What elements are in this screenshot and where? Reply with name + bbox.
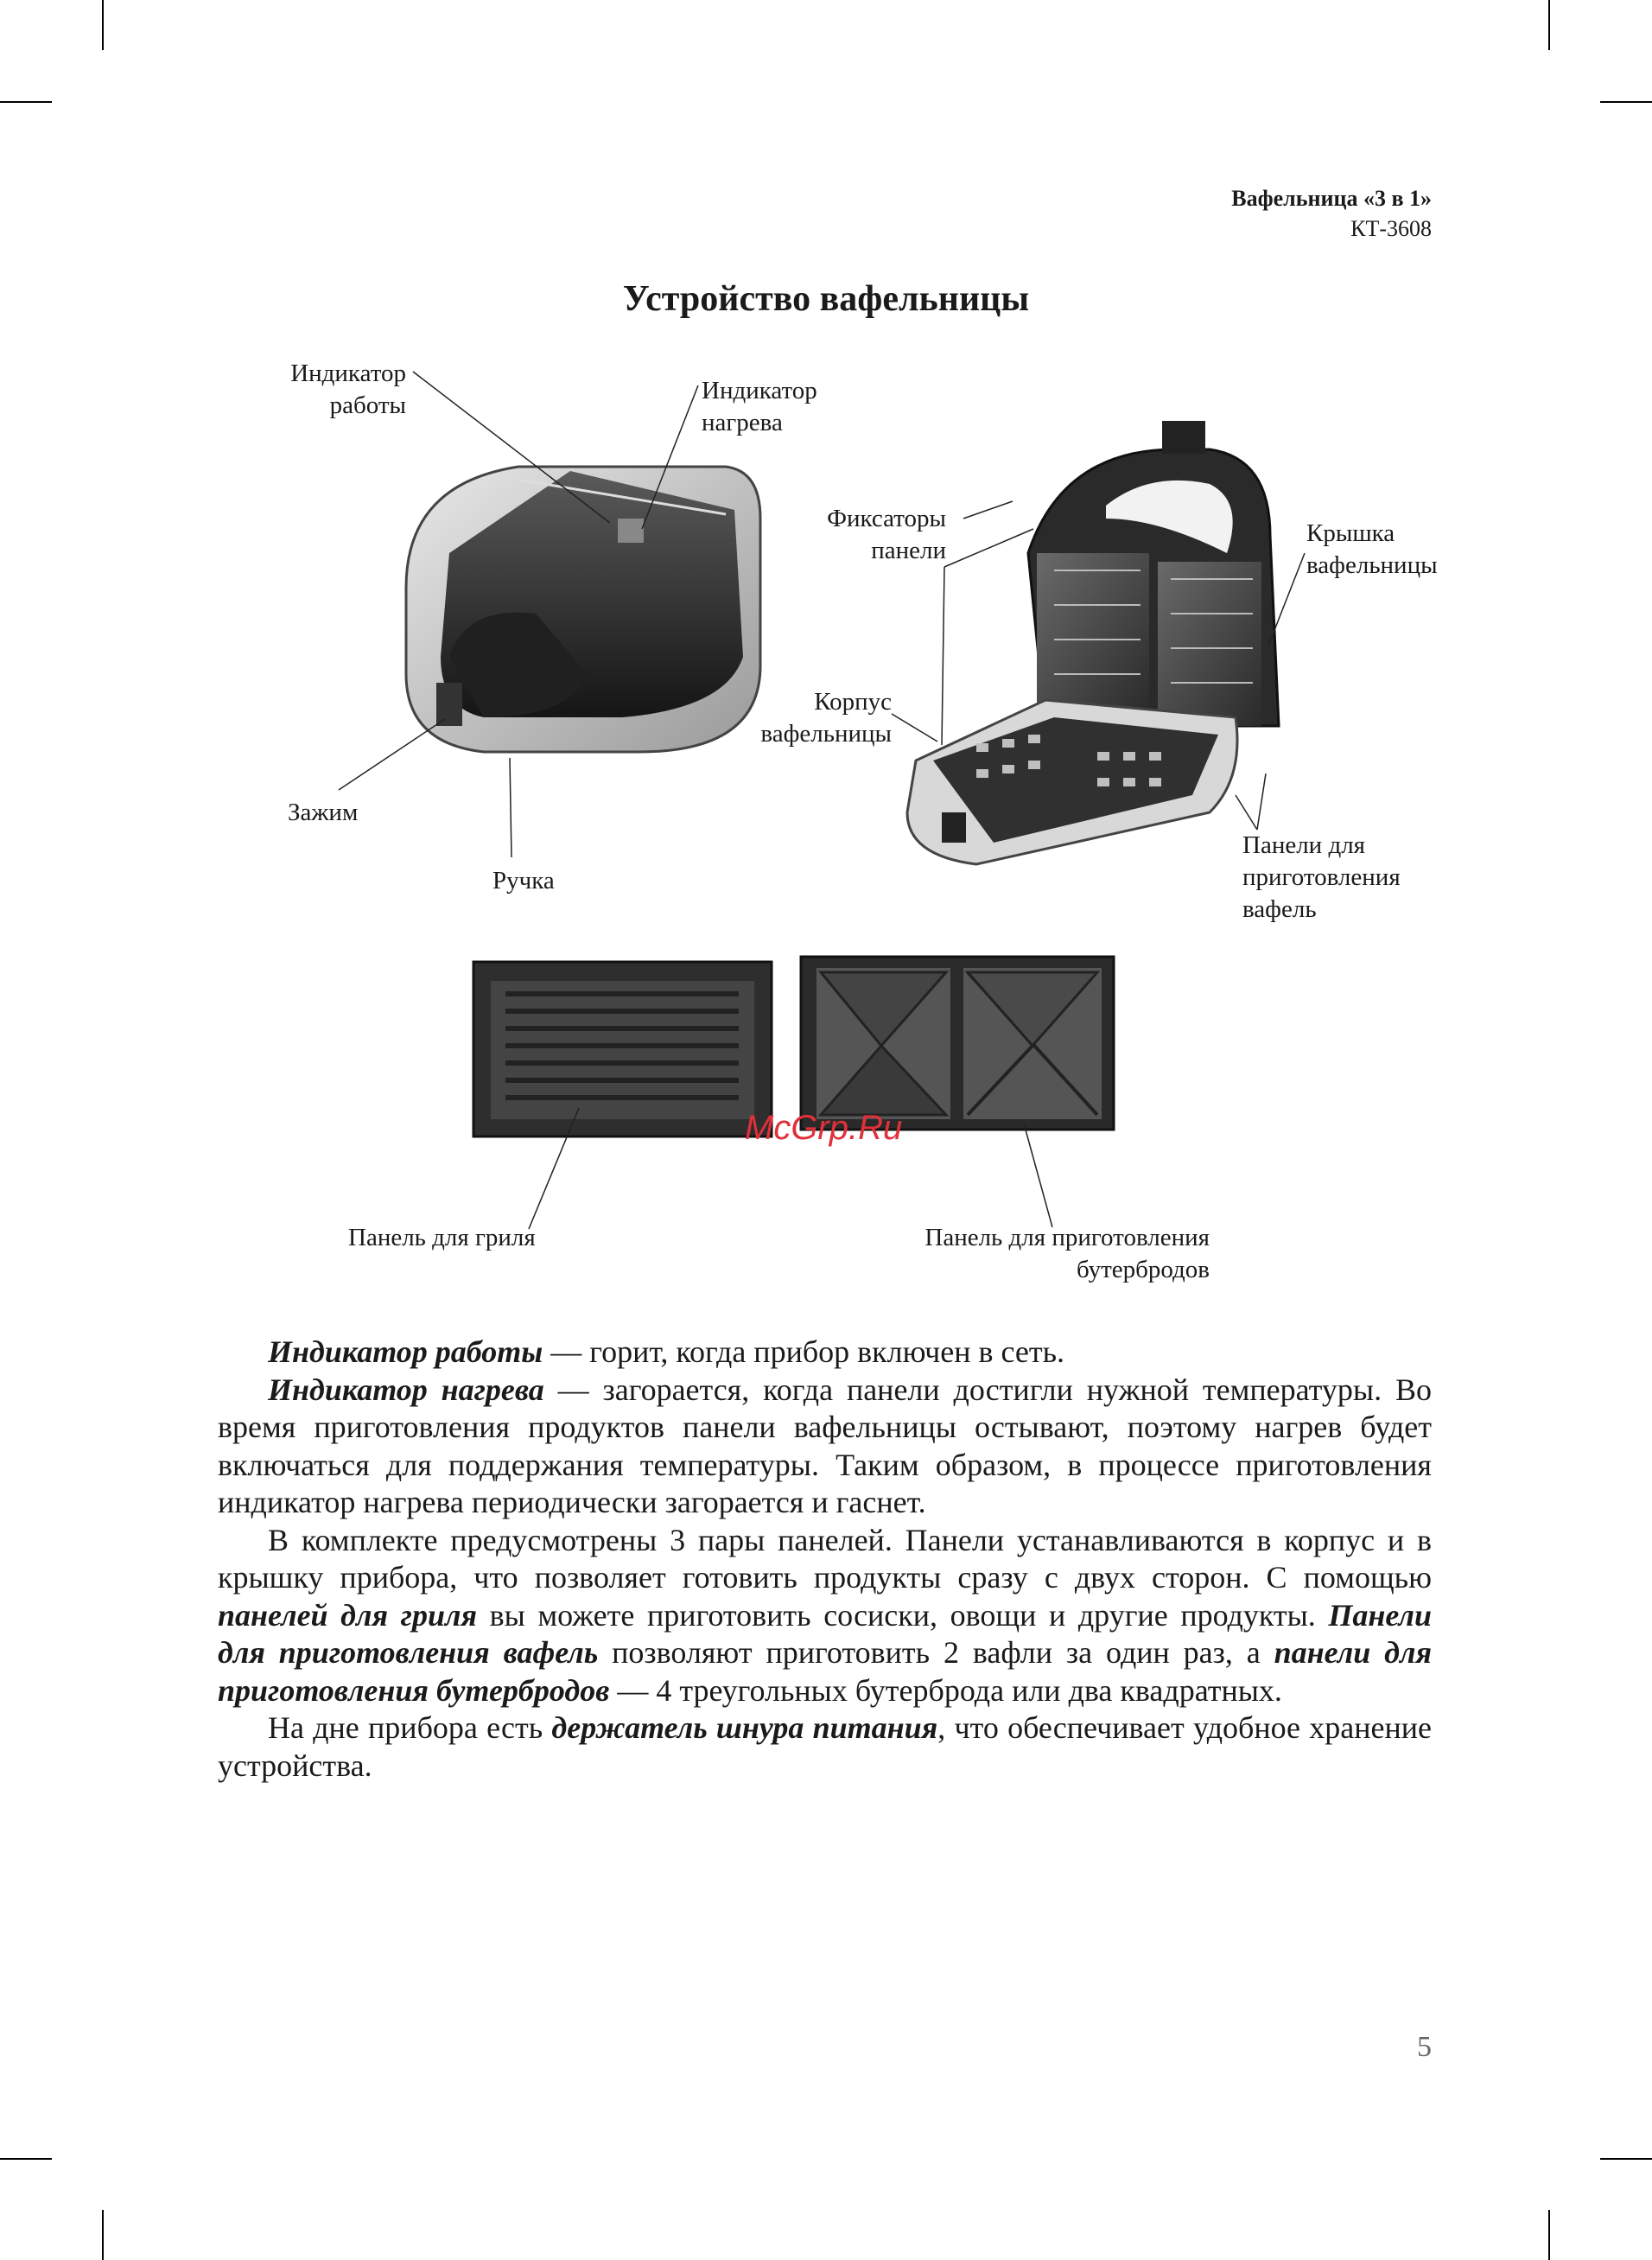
label-waffle-panels: Панели для приготовления вафель — [1242, 831, 1401, 923]
page-number: 5 — [1417, 2031, 1432, 2063]
sandwich-panel-image — [801, 957, 1114, 1130]
label-clamp: Зажим — [288, 799, 359, 826]
label-grill-panel: Панель для гриля — [348, 1224, 536, 1251]
label-handle: Ручка — [492, 867, 555, 894]
header-model: КТ-3608 — [1350, 216, 1432, 241]
label-power-indicator: Индикатор работы — [290, 360, 406, 419]
paragraph-heat-indicator: Индикатор нагрева — загорается, когда панели достигли нужной температуры. Во время приготовления продуктов панели вафельницы остывают, поэтому нагрев будет включаться для поддержания температуры. Таким образом, в процессе приготовления индикатор нагрева периодически загорается и гаснет. — [218, 1372, 1432, 1519]
label-sandwich-panel: Панель для приготовления бутербродов — [924, 1224, 1210, 1283]
label-heat-indicator: Индикатор нагрева — [702, 377, 817, 436]
label-lid: Крышка вафельницы — [1306, 519, 1438, 579]
watermark: McGrp.Ru — [745, 1109, 903, 1147]
page-title: Устройство вафельницы — [622, 279, 1030, 319]
open-waffle-maker-image — [907, 421, 1279, 864]
paragraph-panels: В комплекте предусмотрены 3 пары панелей. Панели устанавливаются в корпус и в крышку прибора, что позволяет готовить продукты сразу с двух сторон. С помощью панелей для гриля вы можете приготовить сосиски, овощи и другие продукты. Панели для приготовления вафель позволяют приготовить 2 вафли за один раз, а панели для приготовления бутербродов — 4 треугольных бутерброда или два квадратных. — [218, 1522, 1432, 1708]
grill-panel-image — [473, 962, 772, 1136]
label-body: Корпус вафельницы — [760, 688, 892, 748]
header-product-title: Вафельница «3 в 1» — [1231, 186, 1432, 211]
label-panel-latches: Фиксаторы панели — [827, 505, 946, 564]
paragraph-cord-holder: На дне прибора есть держатель шнура питания, что обеспечивает удобное хранение устройства. — [218, 1710, 1432, 1783]
body-text — [218, 1334, 1432, 1785]
paragraph-power-indicator: Индикатор работы — горит, когда прибор включен в сеть. — [268, 1334, 1065, 1369]
